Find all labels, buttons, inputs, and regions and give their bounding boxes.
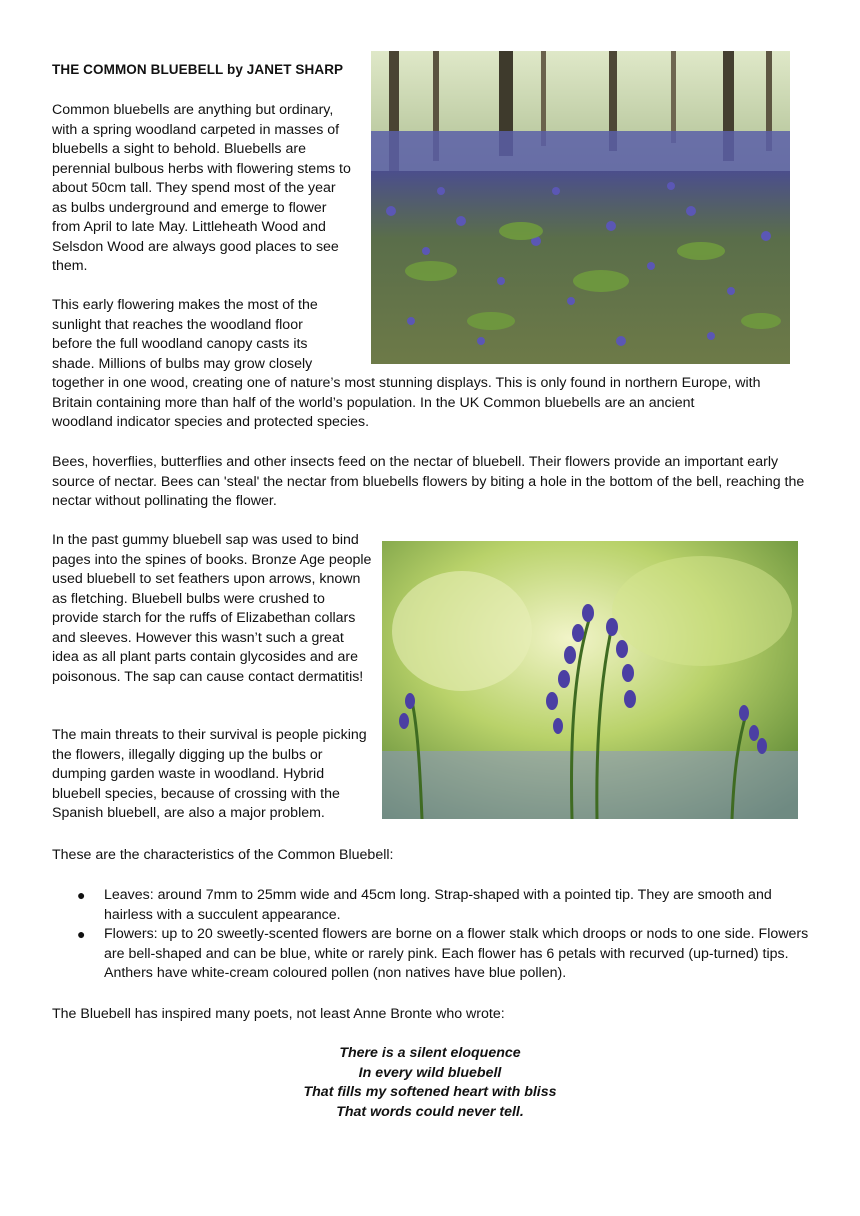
paragraph-insects: Bees, hoverflies, butterflies and other insects feed on the nectar of bluebell. Their flowers provide an important early source of nectar. Bees can 'steal' the nectar from bluebells flowers by biting a hole in the bottom of the bell, reaching the nectar without pollinating the flower. [52,454,805,509]
characteristics-intro: These are the characteristics of the Common Bluebell: [52,847,394,863]
list-item [52,886,812,925]
poem-line: That fills my softened heart with bliss [303,1084,557,1100]
bullet-text: Flowers: up to 20 sweetly-scented flowers are borne on a flower stalk which droops or nods to one side. Flowers are bell-shaped and can be blue, white or rarely pink. Each flower has 6 petals with recurved (up-turned) tips. Anthers have white-cream coloured pollen (non natives have blue pollen). [104,926,809,981]
bullet-icon: ● [77,887,86,903]
poem-intro: The Bluebell has inspired many poets, not least Anne Bronte who wrote: [52,1006,505,1022]
poem [230,1044,630,1122]
paragraph-line: together in one wood, creating one of nature’s most stunning displays. This is only found in northern Europe, with [52,375,761,391]
bullet-icon: ● [77,926,86,942]
paragraph-intro: Common bluebells are anything but ordinary, with a spring woodland carpeted in masses of bluebells a sight to behold. Bluebells are perennial bulbous herbs with flowering stems to about 50cm tall. They spend most of the year as bulbs underground and emerge to flower from April to late May. Littleheath Wood and Selsdon Wood are always good places to see them. [52,102,351,274]
paragraph-threats: The main threats to their survival is people picking the flowers, illegally digging up the bulbs or dumping garden waste in woodland. Hybrid bluebell species, because of crossing with the Spanish bluebell, are also a major problem. [52,727,367,821]
characteristics-list [52,886,812,984]
bluebell-woodland-photo [371,51,790,364]
paragraph-line: shade. Millions of bulbs may grow closely [52,355,313,372]
poem-line: In every wild bluebell [358,1064,502,1081]
paragraph-history: In the past gummy bluebell sap was used to bind pages into the spines of books. Bronze Age people used bluebell to set feathers upon arrows, known as fletching. Bluebell bulbs were crushed to provide starch for the ruffs of Elizabethan collars and sleeves. However this wasn’t such a great idea as all plant parts contain glycosides and are poisonous. The sap can cause contact dermatitis! [52,532,372,685]
paragraph-line: before the full woodland canopy casts its [52,336,308,352]
paragraph-line: sunlight that reaches the woodland floor [52,316,303,333]
bullet-text: Leaves: around 7mm to 25mm wide and 45cm long. Strap-shaped with a pointed tip. They are smooth and hairless with a succulent appearance. [104,887,772,923]
list-item [52,925,812,984]
paragraph-line: This early flowering makes the most of the [52,297,318,313]
poem-line: That words could never tell. [336,1103,524,1120]
bluebell-closeup-photo [382,541,798,819]
paragraph-line: Britain containing more than half of the world’s population. In the UK Common bluebells are an ancient [52,394,695,411]
poem-line: There is a silent eloquence [339,1045,521,1061]
article-title: THE COMMON BLUEBELL by JANET SHARP [52,62,344,77]
paragraph-line: woodland indicator species and protected species. [52,414,370,430]
